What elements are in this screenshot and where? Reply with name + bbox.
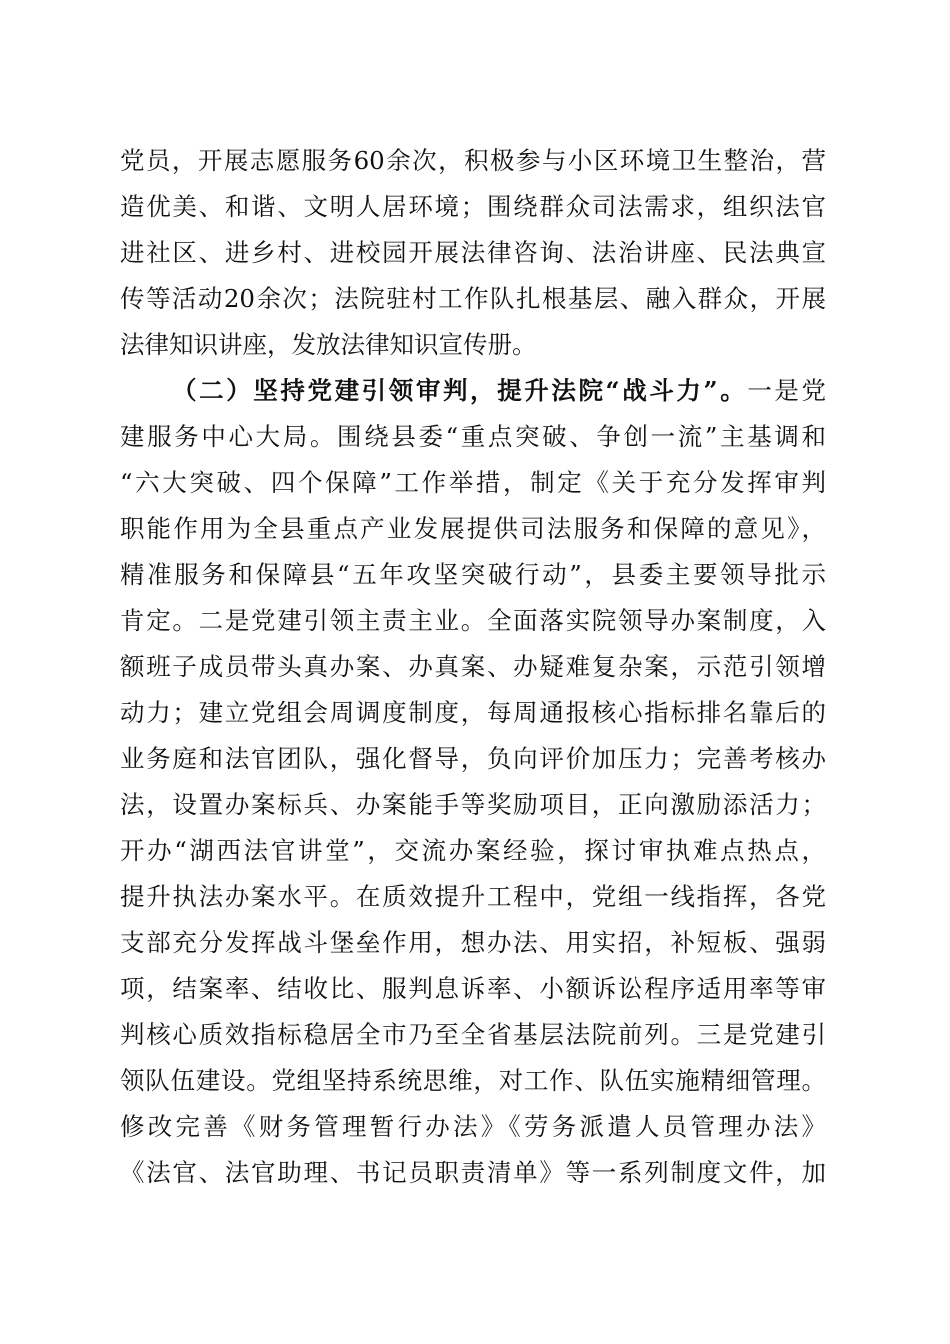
text-line: 修改完善《财务管理暂行办法》《劳务派遣人员管理办法》	[120, 1112, 826, 1141]
text-line: 造优美、和谐、文明人居环境；围绕群众司法需求，组织法官	[120, 192, 826, 221]
text-line: 传等活动20余次；法院驻村工作队扎根基层、融入群众，开展	[120, 284, 826, 313]
text-line: 判核心质效指标稳居全市乃至全省基层法院前列。三是党建引	[120, 1020, 826, 1049]
text-line: 法，设置办案标兵、办案能手等奖励项目，正向激励添活力；	[120, 790, 826, 819]
text-line: 进社区、进乡村、进校园开展法律咨询、法治讲座、民法典宣	[120, 238, 826, 267]
text-line: 领队伍建设。党组坚持系统思维，对工作、队伍实施精细管理。	[120, 1066, 826, 1095]
text-line: 建服务中心大局。围绕县委“重点突破、争创一流”主基调和	[120, 422, 826, 451]
text-line: 开办“湖西法官讲堂”，交流办案经验，探讨审执难点热点，	[120, 836, 826, 865]
text-line: 额班子成员带头真办案、办真案、办疑难复杂案，示范引领增	[120, 652, 826, 681]
text-line: 精准服务和保障县“五年攻坚突破行动”，县委主要领导批示	[120, 560, 826, 589]
section-heading-line	[172, 368, 826, 414]
text-line: 动力；建立党组会周调度制度，每周通报核心指标排名靠后的	[120, 698, 826, 727]
section-heading: （二）坚持党建引领审判，提升法院“战斗力”。	[172, 376, 748, 405]
text-line: 提升执法办案水平。在质效提升工程中，党组一线指挥，各党	[120, 882, 826, 911]
text-line: 业务庭和法官团队，强化督导，负向评价加压力；完善考核办	[120, 744, 826, 773]
text-line: 职能作用为全县重点产业发展提供司法服务和保障的意见》，	[120, 514, 826, 543]
text-line: “六大突破、四个保障”工作举措，制定《关于充分发挥审判	[120, 468, 826, 497]
text-line: 法律知识讲座，发放法律知识宣传册。	[120, 330, 537, 359]
text-line: 《法官、法官助理、书记员职责清单》等一系列制度文件，加	[120, 1158, 826, 1187]
text-line: 项，结案率、结收比、服判息诉率、小额诉讼程序适用率等审	[120, 974, 826, 1003]
text-line: 党员，开展志愿服务60余次，积极参与小区环境卫生整治，营	[120, 146, 826, 175]
text-line: 肯定。二是党建引领主责主业。全面落实院领导办案制度，入	[120, 606, 826, 635]
text-line: 支部充分发挥战斗堡垒作用，想办法、用实招，补短板、强弱	[120, 928, 826, 957]
text-run: 一是党	[747, 376, 827, 405]
